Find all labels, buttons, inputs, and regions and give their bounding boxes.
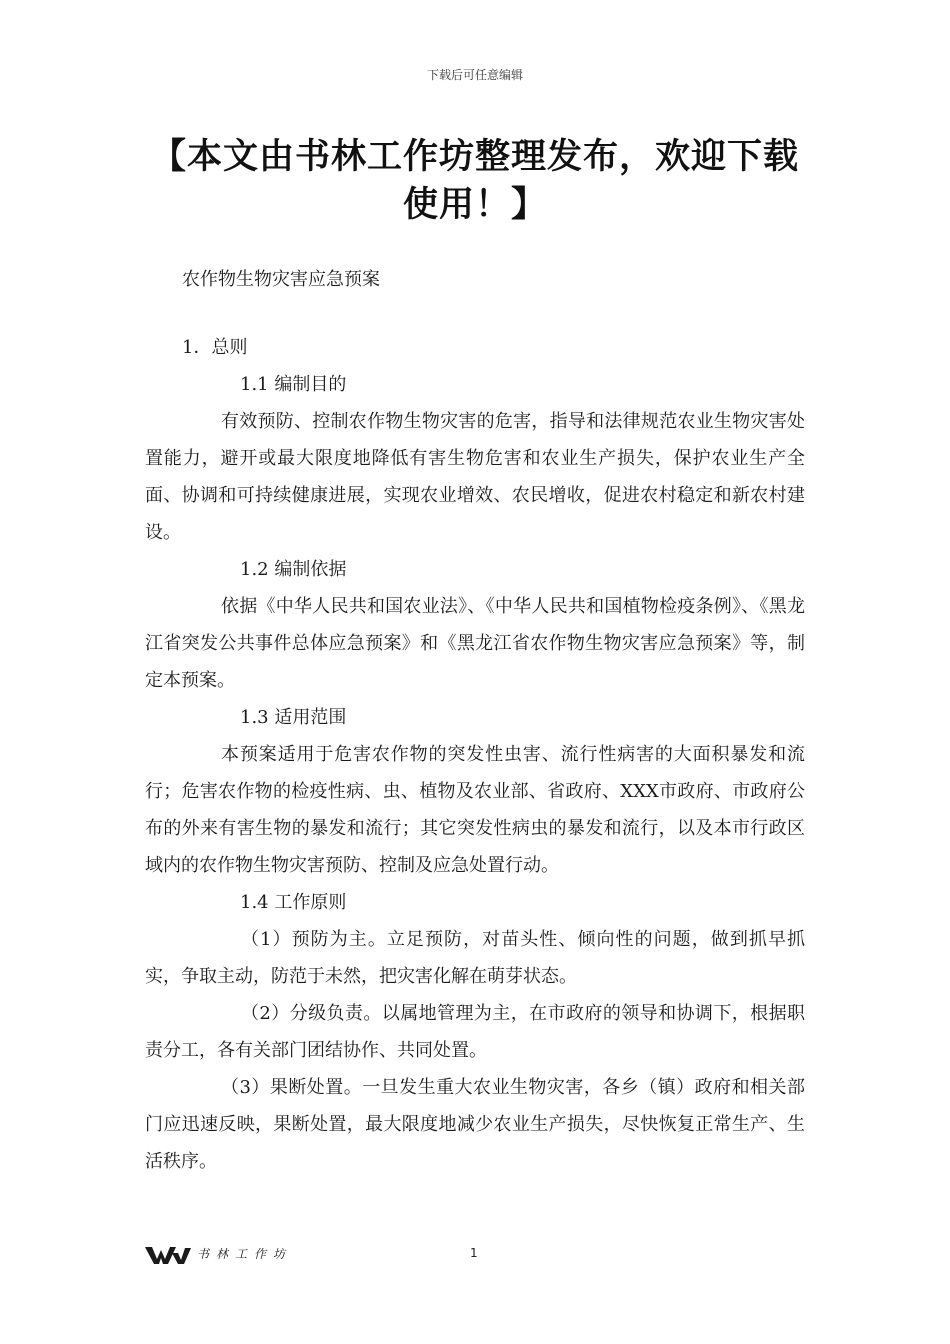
brand-logo-icon [145, 1244, 191, 1266]
subsection-heading-scope: 1.3 适用范围 [240, 707, 347, 728]
banner-title: 【本文由书林工作坊整理发布，欢迎下载使用！】 [150, 137, 799, 225]
subsection-heading-purpose: 1.1 编制目的 [240, 374, 347, 395]
document-title: 农作物生物灾害应急预案 [182, 269, 380, 290]
section-heading-general: 1．总则 [182, 337, 248, 358]
principle-item-responsibility: （2）分级负责。以属地管理为主，在市政府的领导和协调下，根据职责分工，各有关部门团结协作、共同处置。 [145, 1003, 805, 1061]
principle-item-prevention: （1）预防为主。立足预防，对苗头性、倾向性的问题，做到抓早抓实，争取主动，防范于未然，把灾害化解在萌芽状态。 [145, 929, 805, 987]
paragraph-basis: 依据《中华人民共和国农业法》、《中华人民共和国植物检疫条例》、《黑龙江省突发公共事件总体应急预案》和《黑龙江省农作物生物灾害应急预案》等，制定本预案。 [145, 596, 805, 691]
page-footer [0, 1240, 950, 1280]
footer-brand-name: 书林工作坊 [197, 1247, 293, 1261]
subsection-heading-principles: 1.4 工作原则 [240, 892, 347, 913]
principle-item-decisive-action: （3）果断处置。一旦发生重大农业生物灾害，各乡（镇）政府和相关部门应迅速反映，果断处置，最大限度地减少农业生产损失，尽快恢复正常生产、生活秩序。 [145, 1077, 805, 1172]
page-header-note: 下载后可任意编辑 [426, 68, 523, 82]
paragraph-scope: 本预案适用于危害农作物的突发性虫害、流行性病害的大面积暴发和流行；危害农作物的检疫性病、虫、植物及农业部、省政府、XXX市政府、市政府公布的外来有害生物的暴发和流行；其它突发性病虫的暴发和流行，以及本市行政区域内的农作物生物灾害预防、控制及应急处置行动。 [145, 744, 805, 876]
page-number: 1 [470, 1246, 478, 1260]
document-body [145, 264, 805, 1180]
paragraph-purpose: 有效预防、控制农作物生物灾害的危害，指导和法律规范农业生物灾害处置能力，避开或最大限度地降低有害生物危害和农业生产损失，保护农业生产全面、协调和可持续健康进展，实现农业增效、农民增收，促进农村稳定和新农村建设。 [145, 411, 805, 543]
subsection-heading-basis: 1.2 编制依据 [240, 559, 347, 580]
